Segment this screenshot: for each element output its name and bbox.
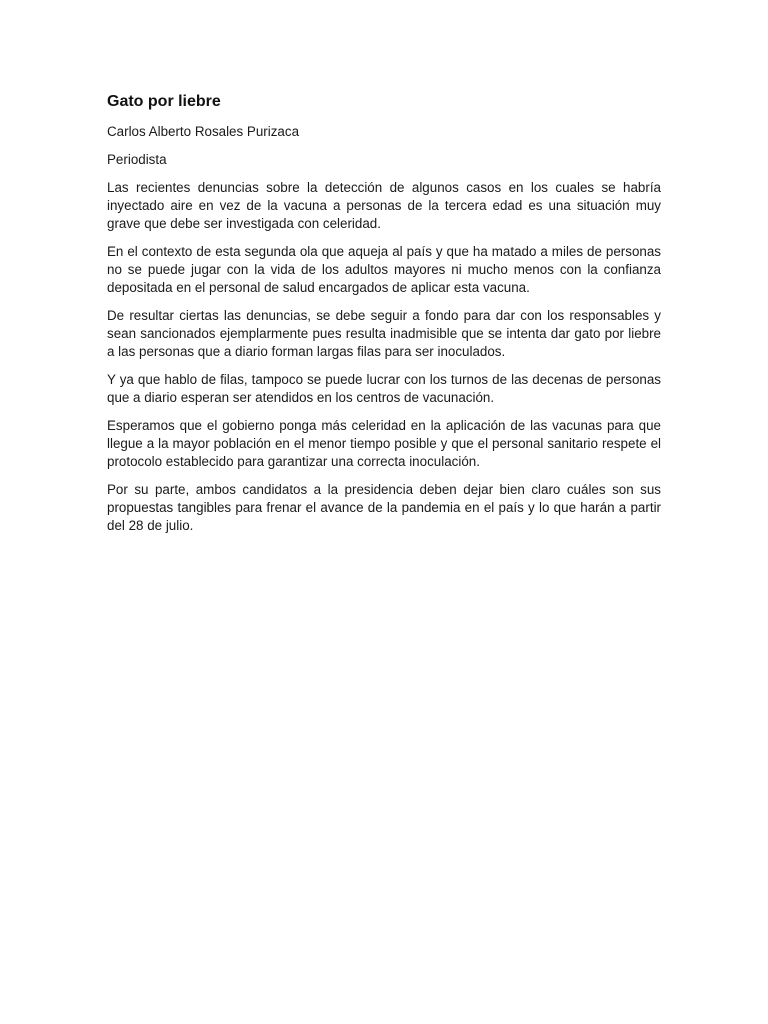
paragraph: Esperamos que el gobierno ponga más celeridad en la aplicación de las vacunas para que llegue a la mayor población en el menor tiempo posible y que el personal sanitario respete el protocolo establecido para garantizar una correcta inoculación.	[107, 418, 661, 469]
author-name: Carlos Alberto Rosales Purizaca	[107, 124, 300, 139]
article-title: Gato por liebre	[107, 93, 221, 110]
paragraph: Las recientes denuncias sobre la detección de algunos casos en los cuales se habría inyectado aire en vez de la vacuna a personas de la tercera edad es una situación muy grave que debe ser investigada con celeridad.	[107, 180, 661, 231]
article-body	[107, 92, 661, 545]
paragraph: De resultar ciertas las denuncias, se debe seguir a fondo para dar con los responsables y sean sancionados ejemplarmente pues resulta inadmisible que se intenta dar gato por liebre a las personas que a diario forman largas filas para ser inoculados.	[107, 308, 661, 359]
author-role: Periodista	[107, 152, 167, 167]
paragraph: En el contexto de esta segunda ola que aqueja al país y que ha matado a miles de personas no se puede jugar con la vida de los adultos mayores ni mucho menos con la confianza depositada en el personal de salud encargados de aplicar esta vacuna.	[107, 244, 661, 295]
paragraph: Por su parte, ambos candidatos a la presidencia deben dejar bien claro cuáles son sus propuestas tangibles para frenar el avance de la pandemia en el país y lo que harán a partir del 28 de julio.	[107, 482, 661, 533]
paragraph: Y ya que hablo de filas, tampoco se puede lucrar con los turnos de las decenas de personas que a diario esperan ser atendidos en los centros de vacunación.	[107, 372, 661, 405]
